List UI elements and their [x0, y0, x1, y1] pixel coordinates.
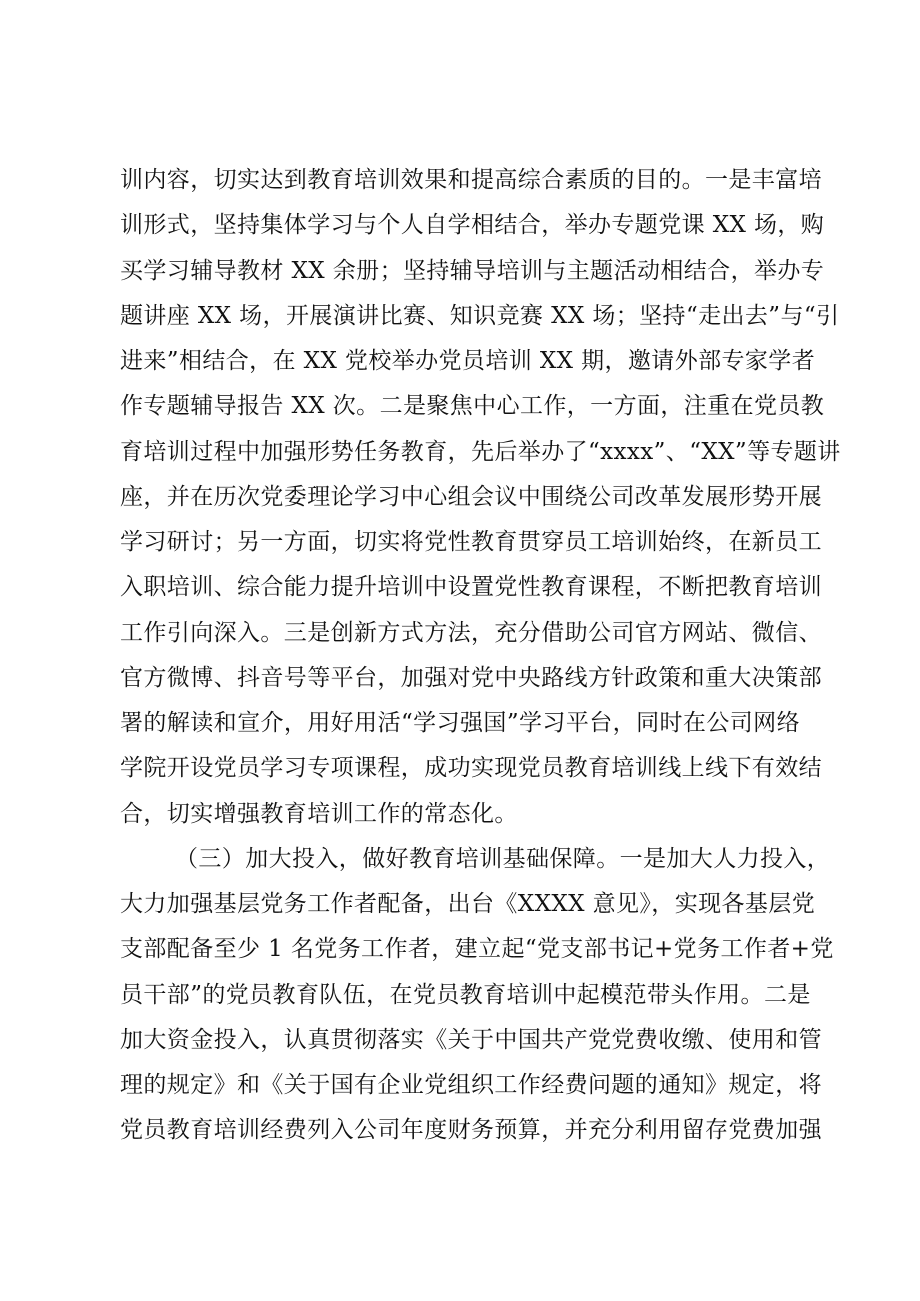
text-line: 理的规定》和《关于国有企业党组织工作经费问题的通知》规定，将 — [120, 1072, 822, 1098]
text-line: 买学习辅导教材 XX 余册；坚持辅导培训与主题活动相结合，举办专 — [120, 258, 825, 284]
section-heading-line: （三）加大投入，做好教育培训基础保障。一是加大人力投入， — [175, 846, 831, 872]
text-line: 署的解读和宣介，用好用活“学习强国”学习平台，同时在公司网络 — [120, 710, 800, 736]
text-line: 党员教育培训经费列入公司年度财务预算，并充分利用留存党费加强 — [120, 1117, 822, 1143]
text-line: 进来”相结合，在 XX 党校举办党员培训 XX 期，邀请外部专家学者 — [120, 348, 816, 374]
text-line: 座，并在历次党委理论学习中心组会议中围绕公司改革发展形势开展 — [120, 484, 822, 510]
text-line: 加大资金投入，认真贯彻落实《关于中国共产党党费收缴、使用和管 — [120, 1027, 822, 1053]
text-line: 作专题辅导报告 XX 次。二是聚焦中心工作，一方面，注重在党员教 — [120, 393, 825, 419]
text-line: 大力加强基层党务工作者配备，出台《XXXX 意见》，实现各基层党 — [120, 891, 816, 917]
text-line: 入职培训、综合能力提升培训中设置党性教育课程，不断把教育培训 — [120, 574, 822, 600]
text-line: 训形式，坚持集体学习与个人自学相结合，举办专题党课 XX 场，购 — [120, 212, 825, 238]
text-line: 学习研讨；另一方面，切实将党性教育贯穿员工培训始终，在新员工 — [120, 529, 822, 555]
text-line: 员干部”的党员教育队伍，在党员教育培训中起模范带头作用。二是 — [120, 982, 811, 1008]
text-line: 合，切实增强教育培训工作的常态化。 — [120, 801, 518, 827]
text-line: 训内容，切实达到教育培训效果和提高综合素质的目的。一是丰富培 — [120, 167, 822, 193]
text-line: 学院开设党员学习专项课程，成功实现党员教育培训线上线下有效结 — [120, 755, 822, 781]
text-line: 题讲座 XX 场，开展演讲比赛、知识竞赛 XX 场；坚持“走出去”与“引 — [120, 303, 840, 329]
text-line: 育培训过程中加强形势任务教育，先后举办了“xxxx”、“XX”等专题讲 — [120, 439, 841, 465]
text-line: 工作引向深入。三是创新方式方法，充分借助公司官方网站、微信、 — [120, 620, 822, 646]
text-line: 支部配备至少 1 名党务工作者，建立起“党支部书记+党务工作者+党 — [120, 936, 834, 962]
text-line: 官方微博、抖音号等平台，加强对党中央路线方针政策和重大决策部 — [120, 665, 822, 691]
